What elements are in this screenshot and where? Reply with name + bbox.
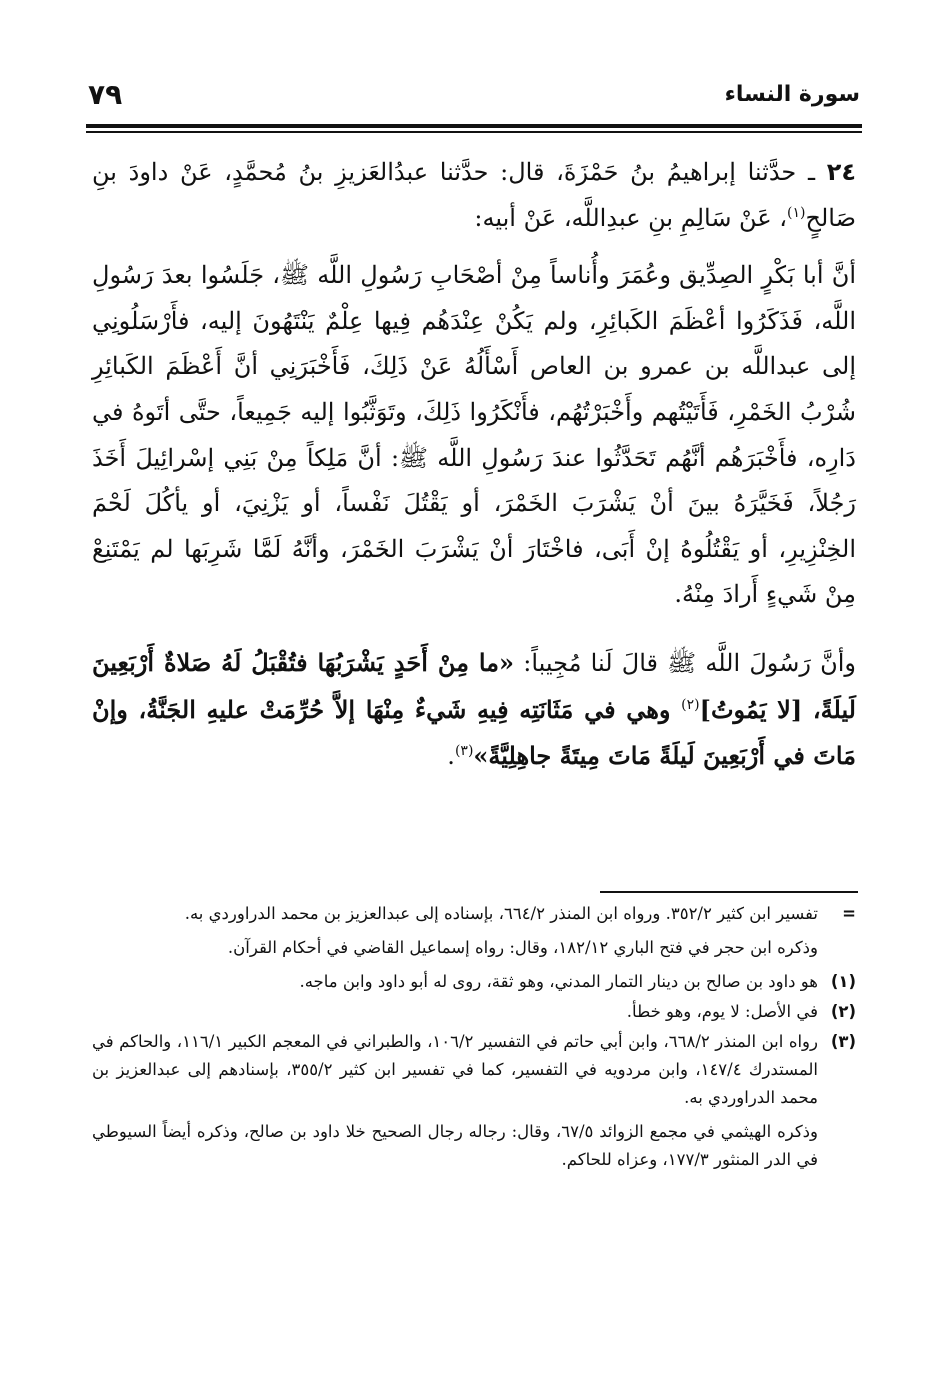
footnotes xyxy=(92,900,856,1180)
footnote-body xyxy=(92,968,818,996)
footnote-body xyxy=(92,1028,818,1174)
hadith-prophetic-saying xyxy=(92,640,856,780)
header-rule-thick xyxy=(86,124,862,128)
page-number: ٧٩ xyxy=(88,78,123,111)
prophetic-intro: وأنَّ رَسُولَ اللَّه ﷺ قالَ لَنا مُجِيباً: xyxy=(514,648,856,677)
footnote-ref-2: (٢) xyxy=(681,696,700,713)
main-text xyxy=(92,150,856,780)
hadith-number: ٢٤ xyxy=(826,158,856,186)
footnote-ref-3: (٣) xyxy=(454,743,474,760)
footnote-paragraph: وذكره الهيثمي في مجمع الزوائد ٦٧/٥، وقال: رجاله رجال الصحيح خلا داود بن صالح، وذكره أيضاً السيوطي في الدر المنثور ١٧٧/٣، وعزاه للحاكم. xyxy=(92,1122,818,1169)
footnote-body xyxy=(92,998,818,1026)
page-header xyxy=(88,78,860,118)
hadith-story: أنَّ أبا بَكْرٍ الصِدِّيق وعُمَرَ وأُناساً مِنْ أصْحَابِ رَسُولِ اللَّه ﷺ، جَلَسُوا بعدَ رَسُولِ اللَّه، فَذَكَرُوا أعْظَمَ الكَبائِرِ، ولم يَكُنْ عِنْدَهُم فِيها عِلْمٌ يَنْتَهُونَ إليه، فأَرْسَلُونِي إلى عبداللَّه بن عمرو بن العاص أَسْأَلُهُ عَنْ ذَلِكَ، فَأَخْبَرَنِي أنَّ أَعْظَمَ الكَبائِرِ شُرْبُ الخَمْرِ، فَأَتَيْتُهم وأَخْبَرْتُهُم، فأَنْكَرُوا ذَلِكَ، وتَوَثَّبُوا إليه جَمِيعاً، حتَّى أتَوهُ في دَارِه، فأَخْبَرَهُم أنَّهُم تَحَدَّثُوا عندَ رَسُولِ اللَّه ﷺ: أنَّ مَلِكاً مِنْ بَنِي إسْرائِيلَ أَخَذَ رَجُلاً، فَخَيَّرَهُ بينَ أنْ يَشْرَبَ الخَمْرَ، أو يَقْتُلَ نَفْساً، أو يَزْنِيَ، أو يأكُلَ لَحْمَ الخِنْزِيرِ، أو يَقْتُلُوهُ إنْ أَبَى، فاخْتَارَ أنْ يَشْرَبَ الخَمْرَ، وأنَّهُ لَمَّا شَرِبَها لم يَمْتَنِعْ مِنْ شَيءٍ أَرادَ مِنْهُ. xyxy=(92,261,857,609)
footnote-2 xyxy=(92,998,856,1026)
prophetic-text-a: «ما مِنْ أَحَدٍ يَشْرَبُهَا فتُقْبَلُ لَهُ صَلاةٌ أَرْبَعِينَ لَيلَةً، [لا يَمُوتُ] xyxy=(92,647,856,724)
footnote-separator xyxy=(600,891,858,893)
footnote-paragraph: تفسير ابن كثير ٣٥٢/٢. ورواه ابن المنذر ٦٦٤/٢، بإسناده إلى عبدالعزيز بن محمد الدراوردي به. xyxy=(184,904,818,923)
footnote-continued xyxy=(92,900,856,962)
footnote-paragraph: رواه ابن المنذر ٦٦٨/٢، وابن أبي حاتم في التفسير ١٠٦/٢، والطبراني في المعجم الكبير ١١٦/١، والحاكم في المستدرك ١٤٧/٤، وابن مردويه في التفسير، كما في تفسير ابن كثير ٣٥٥/٢، بإسنادهم إلى عبدالعزيز بن محمد الدراوردي به. xyxy=(92,1032,818,1107)
hadith-isnad xyxy=(92,150,856,241)
prophetic-end: . xyxy=(447,742,455,771)
isnad-text-b: ، عَنْ سَالِمِ بنِ عبدِاللَّه، عَنْ أبيه: xyxy=(474,203,788,232)
footnote-body xyxy=(92,900,818,962)
footnote-paragraph: هو داود بن صالح بن دينار التمار المدني، وهو ثقة، روى له أبو داود وابن ماجه. xyxy=(299,972,818,991)
prophetic-text-b: وهي في مَثَانَتِه فِيهِ شَيءٌ مِنْهَا إلاَّ حُرِّمَتْ عليهِ الجَنَّةُ، وإنْ مَاتَ في أَرْبَعِينَ لَيلَةً مَاتَ مِيتَةً جاهِلِيَّةً» xyxy=(92,694,856,771)
footnote-paragraph: وذكره ابن حجر في فتح الباري ١٨٢/١٢، وقال: رواه إسماعيل القاضي في أحكام القرآن. xyxy=(227,938,818,957)
footnote-paragraph: في الأصل: لا يوم، وهو خطأ. xyxy=(626,1002,818,1021)
footnote-1 xyxy=(92,968,856,996)
isnad-text-a: ـ حدَّثنا إبراهيمُ بنُ حَمْزَةَ، قال: حدَّثنا عبدُالعَزيزِ بنُ مُحمَّدٍ، عَنْ داودَ بنِ صَالحٍ xyxy=(92,158,856,232)
footnote-3 xyxy=(92,1028,856,1174)
footnote-mark: = xyxy=(842,904,856,923)
footnote-mark: (٣) xyxy=(830,1032,856,1051)
footnote-mark: (٢) xyxy=(830,1002,856,1021)
header-rule-thin xyxy=(86,131,862,133)
footnote-mark: (١) xyxy=(830,972,856,991)
footnote-ref-1: (١) xyxy=(787,204,806,221)
running-title: سورة النساء xyxy=(724,82,860,107)
